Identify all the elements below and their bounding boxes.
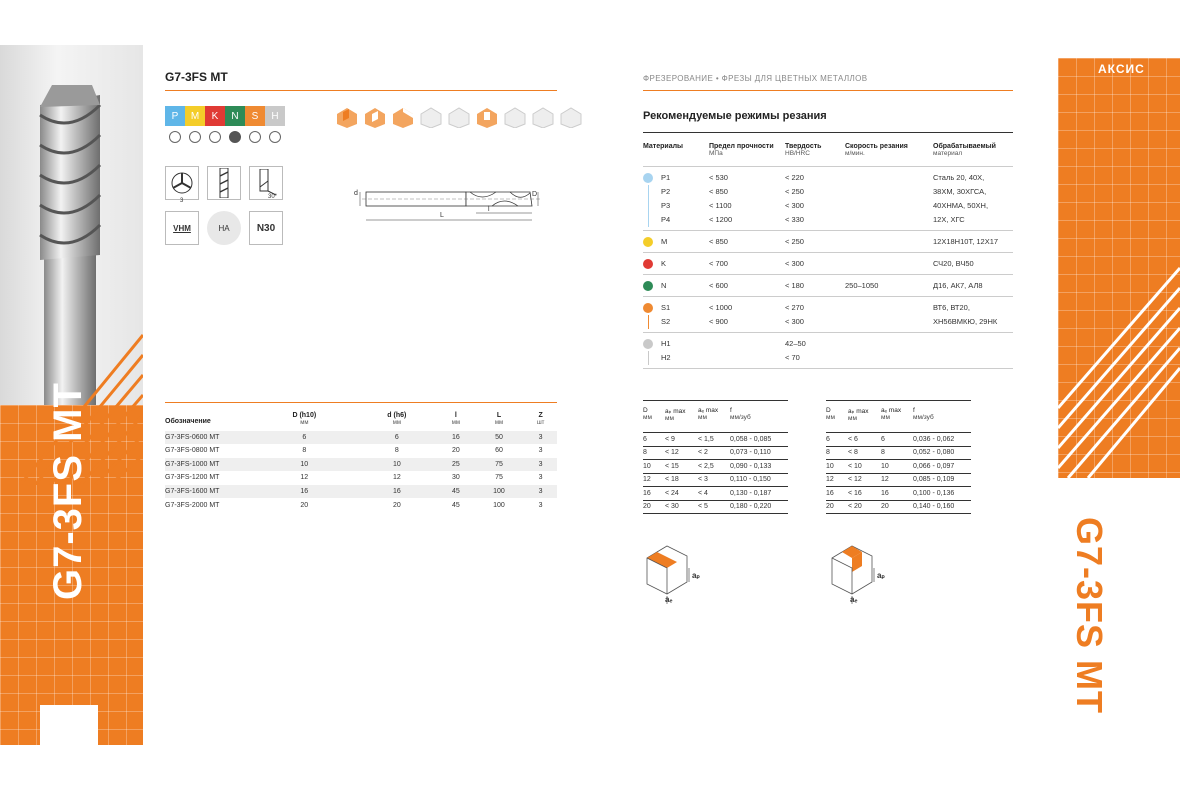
ae-label: aₑ (850, 595, 858, 604)
coating-code-box (249, 211, 283, 245)
table-row: G7-3FS-2000 MT 20 20 45 100 3 (165, 498, 557, 512)
material-group-row (643, 275, 1013, 297)
table-cell: 6 (643, 433, 665, 447)
col-header: D мм (826, 401, 848, 433)
materials-cell (933, 297, 1013, 333)
strength-cell-value: < 850 (709, 187, 728, 196)
hardness-cell (785, 253, 845, 275)
helix-angle-icon (252, 169, 280, 197)
decorative-white-box (40, 705, 98, 745)
col-header: Обрабатываемый материал (933, 133, 1013, 167)
col-header: D мм (643, 401, 665, 433)
strength-cell (709, 231, 785, 253)
hardness-cell-value: < 250 (785, 187, 804, 196)
table-cell: 12 (643, 473, 665, 487)
header-rule (643, 90, 1013, 91)
materials-cell-value: ХН56ВМКЮ, 29НК (933, 317, 998, 326)
hardness-cell-value: < 220 (785, 173, 804, 182)
speed-cell (845, 253, 933, 275)
flutes-count-label: 3 (180, 198, 184, 204)
table-cell: 0,110 - 0,150 (730, 473, 788, 487)
table-row (826, 446, 971, 460)
table-cell: < 15 (665, 460, 698, 474)
profile-icon (559, 104, 583, 128)
coating-code: N30 (256, 222, 276, 234)
hardness-cell (785, 333, 845, 369)
col-header: L мм (474, 403, 525, 431)
table-cell: 20 (643, 500, 665, 514)
iso-group-p: P (165, 106, 185, 126)
flutes-count-box (165, 166, 199, 200)
dim-label-l: l (488, 206, 490, 213)
table-row (643, 473, 788, 487)
materials-cell-value: 12Х18Н10Т, 12Х17 (933, 237, 999, 246)
hardness-cell (785, 275, 845, 297)
table-cell: 0,066 - 0,097 (913, 460, 971, 474)
hardness-cell-value: < 250 (785, 237, 804, 246)
materials-cell (933, 275, 1013, 297)
col-header: l мм (438, 403, 474, 431)
helix-flute-icon (214, 168, 234, 198)
table-cell: 10 (643, 460, 665, 474)
materials-cell-value: 40ХНМА, 50ХН, (933, 201, 989, 210)
table-cell: < 16 (848, 487, 881, 501)
table-cell: 10 (826, 460, 848, 474)
table-row (643, 500, 788, 514)
table-cell: < 5 (698, 500, 730, 514)
dim-label-L: L (440, 212, 444, 219)
col-header: Z шт (524, 403, 557, 431)
decorative-stripes (1058, 208, 1180, 488)
material-group-dot (643, 281, 653, 291)
hardness-cell-value: < 180 (785, 281, 804, 290)
table-cell: 0,036 - 0,062 (913, 433, 971, 447)
table-cell: 16 (643, 487, 665, 501)
col-header: D (h10) мм (253, 403, 356, 431)
hardness-cell (785, 167, 845, 231)
hardness-cell-value: < 270 (785, 303, 804, 312)
material-codes-cell (643, 297, 709, 333)
col-header: Предел прочности МПа (709, 133, 785, 167)
col-header: f мм/зуб (730, 401, 788, 433)
iso-dot (229, 131, 241, 143)
material-code: M (661, 237, 668, 246)
material-group-row (643, 297, 1013, 333)
table-cell: 0,085 - 0,109 (913, 473, 971, 487)
table-cell: < 24 (665, 487, 698, 501)
table-cell: < 18 (665, 473, 698, 487)
table-cell: 0,052 - 0,080 (913, 446, 971, 460)
slotting-icon (335, 104, 359, 128)
product-title: G7-3FS MT (165, 70, 228, 84)
material-codes-cell (643, 167, 709, 231)
strength-cell (709, 167, 785, 231)
table-row (643, 433, 788, 447)
iso-dot (209, 131, 221, 143)
table-cell: < 12 (665, 446, 698, 460)
col-header: f мм/зуб (913, 401, 971, 433)
speed-cell (845, 333, 933, 369)
iso-dot (169, 131, 181, 143)
table-cell: 0,090 - 0,133 (730, 460, 788, 474)
side-milling-icon (391, 104, 415, 128)
material-group-dot (643, 259, 653, 269)
material-code: S2 (661, 317, 671, 326)
contour-icon (503, 104, 527, 128)
iso-group-k: K (205, 106, 225, 126)
table-cell: < 9 (665, 433, 698, 447)
strength-cell-value: < 1200 (709, 215, 733, 224)
hardness-cell-value: < 300 (785, 201, 804, 210)
table-cell: 8 (643, 446, 665, 460)
table-cell: 20 (826, 500, 848, 514)
table-row (826, 460, 971, 474)
material-code: H1 (661, 339, 671, 348)
table-cell: 16 (881, 487, 913, 501)
table-cell: 0,140 - 0,160 (913, 500, 971, 514)
table-row: G7-3FS-1200 MT 12 12 30 75 3 (165, 471, 557, 485)
material-code: K (661, 259, 667, 268)
table-cell: 10 (881, 460, 913, 474)
speed-cell: 250–1050 (845, 275, 933, 297)
materials-cell (933, 231, 1013, 253)
table-row: G7-3FS-0800 MT 8 8 20 60 3 (165, 444, 557, 458)
table-row (826, 500, 971, 514)
hardness-cell-value: < 330 (785, 215, 804, 224)
ap-label: aₚ (692, 571, 700, 580)
material-group-dot (643, 339, 653, 349)
hardness-cell-value: 42–50 (785, 339, 806, 348)
strength-cell-value: < 850 (709, 237, 728, 246)
material-codes-cell (643, 231, 709, 253)
product-table (165, 402, 557, 512)
table-cell: 0,073 - 0,110 (730, 446, 788, 460)
col-header: aₚ max мм (848, 401, 881, 433)
strength-cell-value: < 700 (709, 259, 728, 268)
table-cell: < 8 (848, 446, 881, 460)
end-mill-dimension-drawing (352, 180, 547, 230)
table-cell: < 3 (698, 473, 730, 487)
materials-cell-value: СЧ20, ВЧ50 (933, 259, 974, 268)
table-cell: < 20 (848, 500, 881, 514)
table-row (826, 487, 971, 501)
strength-cell-value: < 1100 (709, 201, 732, 210)
materials-cell-value: ВТ6, ВТ20, (933, 303, 970, 312)
slot-milling-schematic (637, 538, 717, 608)
table-cell: < 4 (698, 487, 730, 501)
hardness-cell (785, 231, 845, 253)
material-group-row (643, 333, 1013, 369)
table-cell: 6 (826, 433, 848, 447)
materials-cell-value: Д16, АК7, АЛ8 (933, 281, 983, 290)
table-cell: 12 (881, 473, 913, 487)
material-code-box (165, 211, 199, 245)
table-cell: < 10 (848, 460, 881, 474)
table-row (826, 473, 971, 487)
shoulder-milling-icon (419, 104, 443, 128)
dim-label-D: D (532, 191, 538, 198)
strength-cell (709, 253, 785, 275)
materials-cell (933, 333, 1013, 369)
ramping-icon (447, 104, 471, 128)
strength-cell-value: < 1000 (709, 303, 733, 312)
pocketing-icon (363, 104, 387, 128)
material-code: S1 (661, 303, 671, 312)
table-row (643, 460, 788, 474)
table-cell: 12 (826, 473, 848, 487)
col-header: aₑ max мм (698, 401, 730, 433)
col-header: Скорость резания м/мин. (845, 133, 933, 167)
helix-flute-box (207, 166, 241, 200)
material-group-row (643, 253, 1013, 275)
table-row: G7-3FS-0600 MT 6 6 16 50 3 (165, 431, 557, 445)
chamfer-icon (531, 104, 555, 128)
material-code: P1 (661, 173, 671, 182)
table-cell: 0,180 - 0,220 (730, 500, 788, 514)
shank-code-box (207, 211, 241, 245)
table-cell: 16 (826, 487, 848, 501)
table-row (826, 433, 971, 447)
three-flute-icon (170, 171, 194, 195)
table-cell: 8 (826, 446, 848, 460)
materials-cell-value: 12Х, ХГС (933, 215, 965, 224)
material-group-dot (643, 237, 653, 247)
strength-cell (709, 333, 785, 369)
materials-cell-value: 38ХМ, 30ХГСА, (933, 187, 987, 196)
header-rule (165, 90, 557, 91)
strength-cell-value: < 600 (709, 281, 728, 290)
table-row (643, 446, 788, 460)
material-code: P2 (661, 187, 671, 196)
helix-angle-box (249, 166, 283, 200)
material-group-row (643, 231, 1013, 253)
materials-cell-value: Сталь 20, 40Х, (933, 173, 985, 182)
vertical-product-title: G7-3FS MT (46, 382, 90, 600)
helix-angle-label: 30° (268, 194, 278, 200)
table-cell: < 6 (848, 433, 881, 447)
table-row: G7-3FS-1000 MT 10 10 25 75 3 (165, 458, 557, 472)
iso-group-s: S (245, 106, 265, 126)
table-cell: < 2 (698, 446, 730, 460)
table-row: G7-3FS-1600 MT 16 16 45 100 3 (165, 485, 557, 499)
material-group-line (648, 351, 649, 365)
col-header: Твердость HB/HRC (785, 133, 845, 167)
iso-dot (189, 131, 201, 143)
iso-group-m: M (185, 106, 205, 126)
col-header: Материалы (643, 133, 709, 167)
iso-group-n: N (225, 106, 245, 126)
table-cell: 6 (881, 433, 913, 447)
materials-cell (933, 253, 1013, 275)
material-group-line (648, 185, 649, 227)
material-codes-cell (643, 333, 709, 369)
table-cell: 0,100 - 0,136 (913, 487, 971, 501)
iso-dot (269, 131, 281, 143)
hardness-cell-value: < 300 (785, 259, 804, 268)
table-cell: < 30 (665, 500, 698, 514)
table-row (643, 487, 788, 501)
material-code: P3 (661, 201, 671, 210)
strength-cell-value: < 900 (709, 317, 728, 326)
iso-group-h: H (265, 106, 285, 126)
material-group-row (643, 167, 1013, 231)
material-code: VHM (173, 223, 191, 233)
hardness-cell-value: < 70 (785, 353, 800, 362)
speed-cell (845, 297, 933, 333)
strength-cell (709, 275, 785, 297)
brand-logo: АКСИС (1098, 62, 1145, 76)
iso-material-groups (165, 106, 285, 126)
vertical-product-title: G7-3FS MT (1069, 517, 1110, 715)
hardness-cell-value: < 300 (785, 317, 804, 326)
ae-label: aₑ (665, 595, 673, 604)
col-header: d (h6) мм (356, 403, 438, 431)
hardness-cell (785, 297, 845, 333)
col-header: aₑ max мм (881, 401, 913, 433)
recommended-modes-table (643, 132, 1013, 369)
speed-cell (845, 167, 933, 231)
plunging-icon (475, 104, 499, 128)
cutting-params-table-left (643, 400, 788, 514)
ap-label: aₚ (877, 571, 885, 580)
strength-cell-value: < 530 (709, 173, 728, 182)
table-cell: 20 (881, 500, 913, 514)
table-cell: 0,130 - 0,187 (730, 487, 788, 501)
table-cell: < 12 (848, 473, 881, 487)
material-code: P4 (661, 215, 671, 224)
material-code: N (661, 281, 667, 290)
table-cell: 8 (881, 446, 913, 460)
material-group-dot (643, 173, 653, 183)
strength-cell-value (709, 337, 785, 351)
material-code: H2 (661, 353, 671, 362)
col-header: Обозначение (165, 403, 253, 431)
material-group-line (648, 315, 649, 329)
materials-cell (933, 167, 1013, 231)
table-cell: 0,058 - 0,085 (730, 433, 788, 447)
material-group-dot (643, 303, 653, 313)
speed-cell (845, 231, 933, 253)
strength-cell (709, 297, 785, 333)
operation-icons (335, 104, 583, 128)
section-header: ФРЕЗЕРОВАНИЕ • ФРЕЗЫ ДЛЯ ЦВЕТНЫХ МЕТАЛЛОВ (643, 74, 868, 83)
col-header: aₚ max мм (665, 401, 698, 433)
table-cell: < 2,5 (698, 460, 730, 474)
iso-suitability-dots (169, 131, 281, 143)
recommended-title: Рекомендуемые режимы резания (643, 110, 827, 122)
cutting-params-table-right (826, 400, 971, 514)
shoulder-milling-schematic (822, 538, 902, 608)
iso-dot (249, 131, 261, 143)
shank-code: HA (218, 223, 230, 233)
strength-cell-value (709, 351, 785, 365)
material-codes-cell (643, 253, 709, 275)
table-cell: < 1,5 (698, 433, 730, 447)
dim-label-d: d (354, 190, 358, 197)
material-codes-cell (643, 275, 709, 297)
